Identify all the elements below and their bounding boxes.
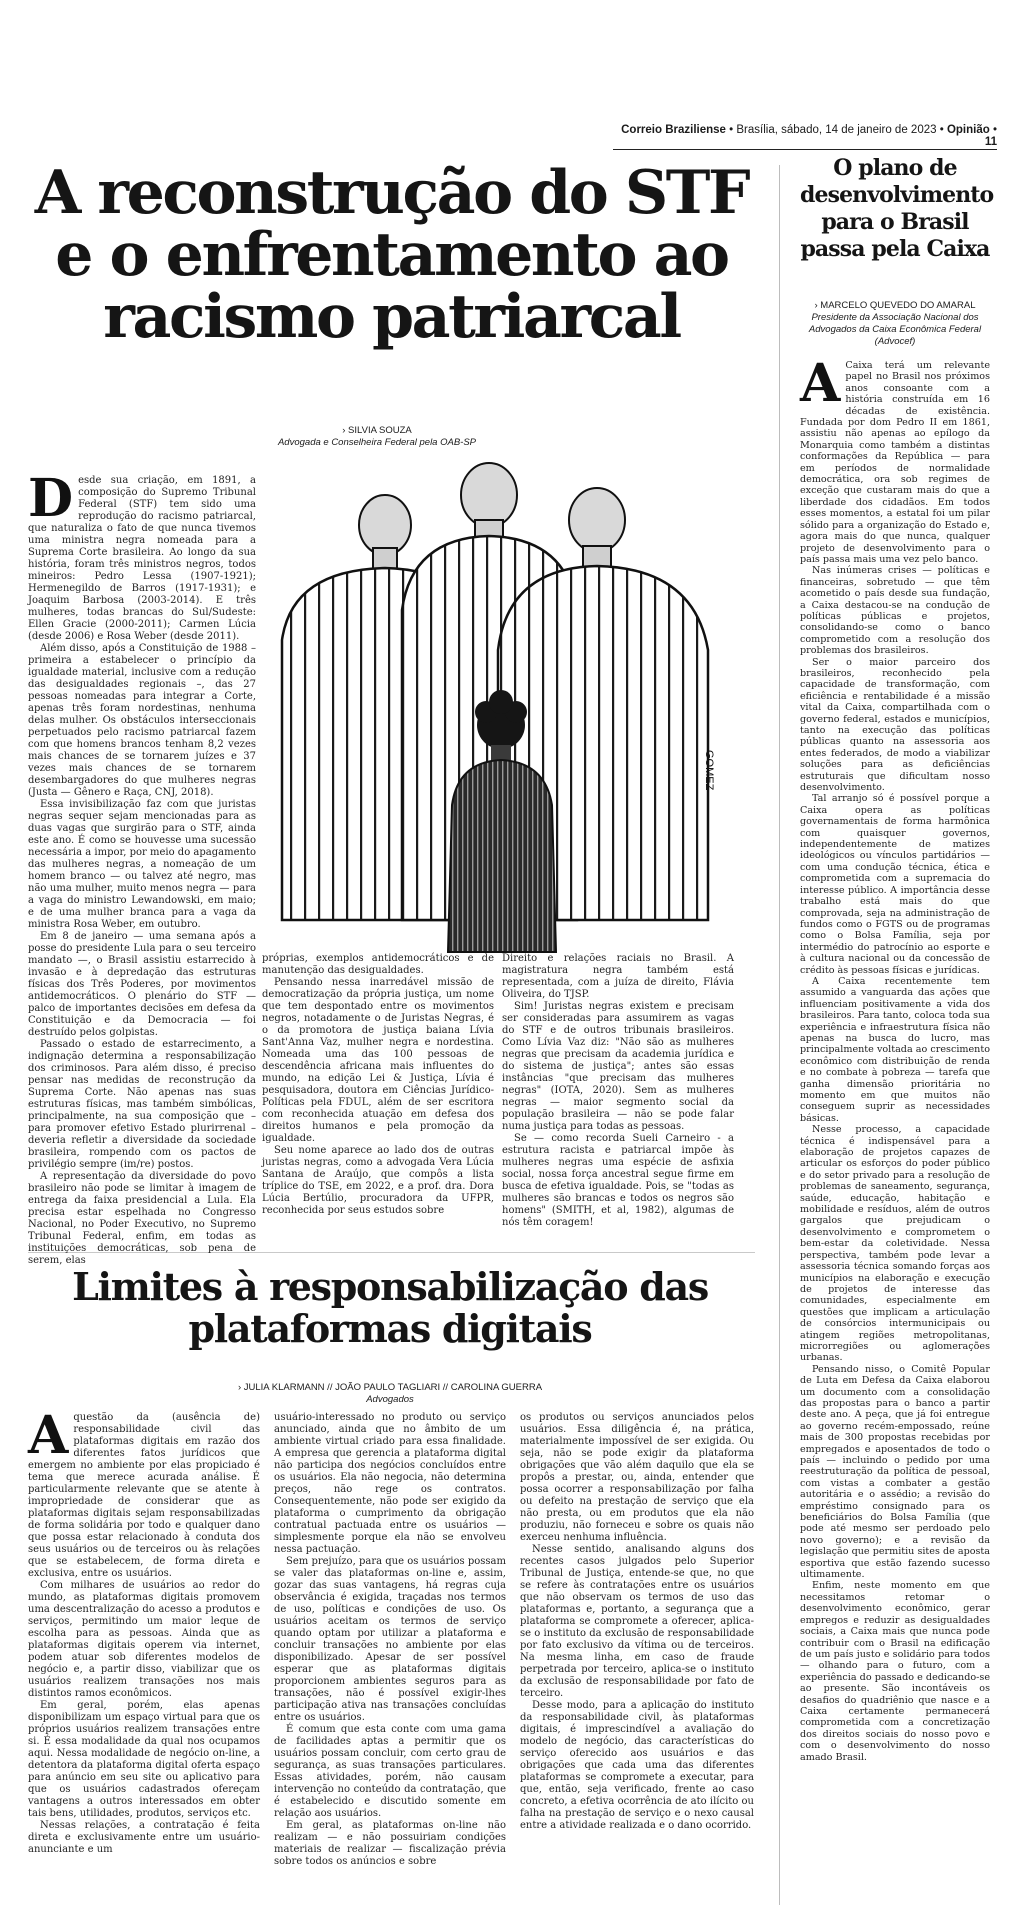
author-name: › MARCELO QUEVEDO DO AMARAL <box>814 300 976 311</box>
article-1-illustration <box>262 450 734 952</box>
date-line: Brasília, sábado, 14 de janeiro de 2023 <box>736 124 937 136</box>
page-number: 11 <box>984 136 997 148</box>
article-2-headline: Limites à responsabilização das plataformas digitais <box>72 1264 708 1351</box>
author-role: Advogada e Conselheira Federal pela OAB-SP <box>277 437 477 448</box>
column-divider <box>779 165 780 1905</box>
article-2-column-3: os produtos ou serviços anunciados pelos usuários. Essa diligência é, na prática, materialmente impossível de ser exigida. Ou seja, não se pode exigir da plataforma obrigações que vão além daquilo que ela se propôs a prestar, ou, ainda, entender que possa ocorrer a responsabilização por falha ou defeito na prestação de serviço que ela não presta, ou em produtos que ela não produziu, não forneceu e sobre os quais não exerceu nenhuma influência. Nesse sentido, analisando alguns dos recentes casos julgados pelo Superior Tribunal de Justiça, entende-se que, no que se refere às contratações entre os usuários que não observam os termos de uso das plataformas e, portanto, a segurança que a plataforma se compromete a oferecer, aplica-se o instituto da exclusão de responsabilidade por fato exclusivo da vítima ou de terceiros. Na mesma linha, em caso de fraude perpetrada por terceiro, aplica-se o instituto da exclusão de responsabilidade por fato de terceiro. Desse modo, para a aplicação do instituto da responsabilidade civil, às plataformas digitais, é imprescindível a avaliação do modelo de negócio, das características do serviço oferecido aos usuários e das obrigações que cada uma das diferentes plataformas se compromete a executar, para que, então, seja verificado, frente ao caso concreto, a efetiva ocorrência de ato ilícito ou falha na prestação de serviço e o nexo causal entre a atividade realizada e o dano ocorrido. <box>520 1412 754 1831</box>
article-2-byline <box>180 1382 600 1406</box>
article-1-column-3: Direito e relações raciais no Brasil. A magistratura negra também está representada, com a juíza de direito, Flávia Oliveira, do TJSP. Sim! Juristas negras existem e precisam ser consideradas para assumirem as vagas do STF e de outros tribunais brasileiros. Como Lívia Vaz diz: "Não são as mulheres negras que precisam da academia jurídica e do sistema de justiça"; antes são essas instâncias "que precisam das mulheres negras" (IOTA, 2020). Sem as mulheres negras — maior segmento social da população brasileira — não se pode falar numa justiça para todas as pessoas. Se — como recorda Sueli Carneiro - a estrutura racista e patriarcal impõe às mulheres negras uma espécie de asfixia social, nossa força ancestral segue firme em busca de efetiva igualdade. Pois, se "todas as mulheres são brancas e todos os negros são homens" (SMITH, et al, 1982), algumas de nós têm coragem! <box>502 953 734 1228</box>
page-header: Correio Braziliense • Brasília, sábado, 14 de janeiro de 2023 • Opinião • 11 <box>613 124 997 150</box>
authors-role: Advogados <box>366 1394 414 1405</box>
article-1-byline <box>262 425 492 449</box>
article-2-column-2: usuário-interessado no produto ou serviço anunciado, ainda que no âmbito de um ambiente virtual criado para essa finalidade. A empresa que gerencia a plataforma digital não participa dos negócios concluídos entre os usuários. Ela não negocia, não determina preços, não rege os contratos. Consequentemente, não pode ser exigido da plataforma o cumprimento da obrigação contratual pactuada entre os usuários — simplesmente porque ela não se envolveu nessa pactuação. Sem prejuízo, para que os usuários possam se valer das plataformas on-line e, assim, gozar das suas vantagens, há regras cuja observância é exigida, traçadas nos termos de uso, políticas e condições de uso. Os usuários aceitam os termos de serviço quando optam por utilizar a plataforma e concluir transações no ambiente por elas disponibilizado. Apesar de ser possível esperar que as plataformas digitais proporcionem ambientes seguros para as transações, não é possível exigir-lhes participação ativa nas transações concluídas entre os usuários. É comum que esta conte com uma gama de facilidades aptas a permitir que os usuários possam concluir, com certo grau de segurança, as suas transações particulares. Essas atividades, porém, não causam intervenção no conteúdo da contratação, que é estabelecido e discutido somente em relação aos usuários. Em geral, as plataformas on-line não realizam — e não possuiriam condições materiais de realizar — fiscalização prévia sobre todos os anúncios e sobre <box>274 1412 506 1867</box>
article-1-column-1: D esde sua criação, em 1891, a composição do Supremo Tribunal Federal (STF) tem sido uma reprodução do racismo patriarcal, que naturaliza o fato de que nunca tivemos uma ministra negra nomeada para a Suprema Corte brasileira. Ao longo da sua história, foram três ministros negros, todos mineiros: Pedro Lessa (1907-1921); Hermenegildo de Barros (1917-1931); e Joaquim Barbosa (2003-2014). E três mulheres, todas brancas do Sul/Sudeste: Ellen Gracie (2000-2011); Carmen Lúcia (desde 2006) e Rosa Weber (desde 2011). Além disso, após a Constituição de 1988 – primeira a estabelecer o princípio da igualdade material, inclusive com a redução das desigualdades regionais –, das 27 pessoas nomeadas para integrar a Corte, apenas três foram nordestinas, nenhuma delas mulher. Os obstáculos interseccionais perpetuados pelo racismo patriarcal fazem com que homens brancos tenham 8,2 vezes mais chances de se tornarem juízes e 37 vezes mais chances de se tornarem desembargadores do que mulheres negras (Justa — Gênero e Raça, CNJ, 2018). Essa invisibilização faz com que juristas negras sequer sejam mencionadas para as duas vagas que surgirão para o STF, ainda este ano. É como se houvesse uma sucessão necessária a impor, por meio do apagamento das mulheres negras, a nomeação de um homem branco — ou talvez até negro, mas não uma mulher, muito menos negra — para a vaga do ministro Lewandowski, em maio; e de uma mulher branca para a vaga da ministra Rosa Weber, em outubro. Em 8 de janeiro — uma semana após a posse do presidente Lula para o seu terceiro mandato —, o Brasil assistiu estarrecido à invasão e à depredação das estruturas físicas dos Três Poderes, por movimentos antidemocráticos. O plenário do STF — palco de importantes decisões em defesa da Constituição e da Democracia — foi destruído pelos golpistas. Passado o estado de estarrecimento, a indignação determina a responsabilização dos criminosos. Para além disso, é preciso pensar nas medidas de reconstrução da Suprema Corte. Não apenas nas suas estruturas físicas, mas também simbólicas, principalmente, na sua composição que – para promover efetivo Estado plurirrenal – deveria refletir a diversidade da sociedade brasileira, rompendo com os pactos de privilégio sempre (im/re) postos. A representação da diversidade do povo brasileiro não pode se limitar à imagem de entrega da faixa presidencial a Lula. Ela precisa estar espelhada no Congresso Nacional, no Poder Executivo, no Supremo Tribunal Federal, enfim, em todas as instituições democráticas, sob pena de serem, elas <box>28 468 256 1266</box>
newspaper-name: Correio Braziliense <box>621 124 726 136</box>
article-1-column-2: próprias, exemplos antidemocráticos e de manutenção das desigualdades. Pensando nessa inarredável missão de democratização da própria justiça, um nome que tem despontado entre os movimentos negros, notadamente o de Juristas Negras, é o da promotora de justiça baiana Lívia Sant'Anna Vaz, mulher negra e nordestina. Nomeada uma das 100 pessoas de descendência africana mais influentes do mundo, na edição Lei & Justiça, Lívia é pesquisadora, doutora em Ciências Jurídico-Políticas pela FDUL, além de ser escritora com reconhecida atuação em defesa dos direitos humanos e pela promoção da igualdade. Seu nome aparece ao lado dos de outras juristas negras, como a advogada Vera Lúcia Santana de Araújo, que compôs a lista tríplice do TSE, em 2022, e a prof. dra. Dora Lúcia Bertúlio, procuradora da UFPR, reconhecida por seus estudos sobre <box>262 953 494 1216</box>
article-3-column: A Caixa terá um relevante papel no Brasil nos próximos anos consoante com a história construída em 16 décadas de existência. Fundada por dom Pedro II em 1861, assistiu não apenas ao epílogo da Monarquia como também a distintas conformações da República — para em períodos de normalidade democrática, ora sob regimes de exceção que custaram mais do que a liberdade dos cidadãos. Em todos esses momentos, a estatal foi um pilar sólido para a organização do Estado e, agora mais do que nunca, qualquer projeto de desenvolvimento para o país passa mais uma vez pelo banco. Nas inúmeras crises — políticas e financeiras, sobretudo — que têm acometido o país desde sua fundação, a Caixa destacou-se na condução de políticas públicas e projetos, consolidando-se como o banco comprometido com a resolução dos problemas dos brasileiros. Ser o maior parceiro dos brasileiros, reconhecido pela capacidade de transformação, com eficiência e rentabilidade é a missão vital da Caixa, compartilhada com o governo federal, estados e municípios, tanto na execução das políticas públicas quanto na assessoria aos entes federados, de modo a viabilizar soluções para as deficiências estruturais que dificultam nosso desenvolvimento. Tal arranjo só é possível porque a Caixa opera as políticas governamentais de forma harmônica com quaisquer governos, independentemente de matizes ideológicos ou vínculos partidários — com uma condução técnica, ética e comprometida com a supremacia do interesse público. A importância desse trabalho está mais do que comprovada, seja na administração de fundos como o FGTS ou de programas como o Bolsa Família, seja por intermédio do patrocínio ao esporte e à cultura nacional ou da concessão de crédito às pessoas físicas e jurídicas. A Caixa recentemente tem assumido a vanguarda das ações que influenciam positivamente a vida dos brasileiros. Para tanto, coloca toda sua experiência e infraestrutura física não apenas na busca do lucro, mas principalmente voltada ao crescimento econômico com distribuição de renda e no combate à pobreza — tarefa que ganha dimensão prioritária no momento em que muitos não conseguem suprir as necessidades básicas. Nesse processo, a capacidade técnica é indispensável para a elaboração de projetos capazes de articular os esforços do poder público e do setor privado para a resolução de problemas de saneamento, segurança, saúde, educação, habitação e mobilidade e resíduos, além de outros gargalos que prejudicam o desenvolvimento e comprometem o bem-estar da coletividade. Nessa perspectiva, também pode levar a assessoria técnica somando forças aos municípios na elaboração e execução de projetos de interesse das comunidades, especialmente em questões que implicam a articulação de consórcios intermunicipais ou atingem regiões metropolitanas, microrregiões ou aglomerações urbanas. Pensando nisso, o Comitê Popular de Luta em Defesa da Caixa elaborou um documento com a consolidação das propostas para o banco a partir deste ano. A peça, que já foi entregue ao governo recém-empossado, reúne mais de 300 propostas recebidas por empregados e aposentados de todo o país — incluindo o pedido por uma reestruturação da política de pessoal, com vistas a combater a gestão autoritária e o assédio; a revisão do empréstimo consignado para os beneficiários do Bolsa Família (que pode até mesmo ser perdoado pelo novo governo); e a revisão da legislação que permitiu sites de aposta esportiva que estão fazendo sucesso ultimamente. Enfim, neste momento em que necessitamos retomar o desenvolvimento econômico, gerar empregos e reduzir as desigualdades sociais, a Caixa mais que nunca pode contribuir com o Brasil na edificação de um país justo e solidário para todos — olhando para o futuro, com a experiência do passado e dedicando-se ao presente. São incontáveis os desafios do quadriênio que nasce e a Caixa certamente permanecerá comprometida com a concretização dos direitos sociais do nosso povo e com o desenvolvimento do nosso amado Brasil. <box>800 353 990 1763</box>
article-3-byline <box>800 300 990 348</box>
article-2-column-1: A questão da (ausência de) responsabilidade civil das plataformas digitais em razão dos diferentes fatos jurídicos que emergem no ambiente por elas propiciado é tema que merece acurada análise. É particularmente relevante que se atente à impropriedade de considerar que as plataformas digitais sejam responsabilizadas de forma solidária por todo e qualquer dano que possa estar relacionado à conduta dos seus usuários ou de terceiros ou às relações que se estabelecem, de forma direta e exclusiva, entre os usuários. Com milhares de usuários ao redor do mundo, as plataformas digitais promovem uma descentralização do acesso a produtos e serviços, permitindo um maior leque de escolha para as pessoas. Ainda que as plataformas digitais operem via internet, podem atuar sob diferentes modelos de negócio e, a partir disso, viabilizar que os usuários realizem transações nos mais distintos ramos econômicos. Em geral, porém, elas apenas disponibilizam um espaço virtual para que os próprios usuários realizem transações entre si. É essa modalidade da qual nos ocupamos aqui. Nessa modalidade de negócio on-line, a detentora da plataforma digital oferta espaço para anúncio em seu site ou aplicativo para que os usuários cadastrados ofereçam vantagens a outros interessados em obter tais bens, utilidades, produtos, serviços etc. Nessas relações, a contratação é feita direta e exclusivamente entre um usuário-anunciante e um <box>28 1405 260 1855</box>
authors-names: › JULIA KLARMANN // JOÃO PAULO TAGLIARI // CAROLINA GUERRA <box>237 1382 543 1393</box>
drop-cap: D <box>28 468 74 529</box>
drop-cap: A <box>800 353 841 414</box>
section-name: Opinião <box>946 124 990 136</box>
article-1-headline: A reconstrução do STF e o enfrentamento ao racismo patriarcal <box>34 158 749 352</box>
author-role: Presidente da Associação Nacional dos Advogados da Caixa Econômica Federal (Advocef) <box>808 312 982 347</box>
author-name: › SILVIA SOUZA <box>342 425 412 436</box>
drop-cap: A <box>28 1405 69 1466</box>
illustrator-signature: GOMEZ <box>703 750 715 791</box>
article-3-headline: O plano de desenvolvimento para o Brasil passa pela Caixa <box>800 155 994 262</box>
